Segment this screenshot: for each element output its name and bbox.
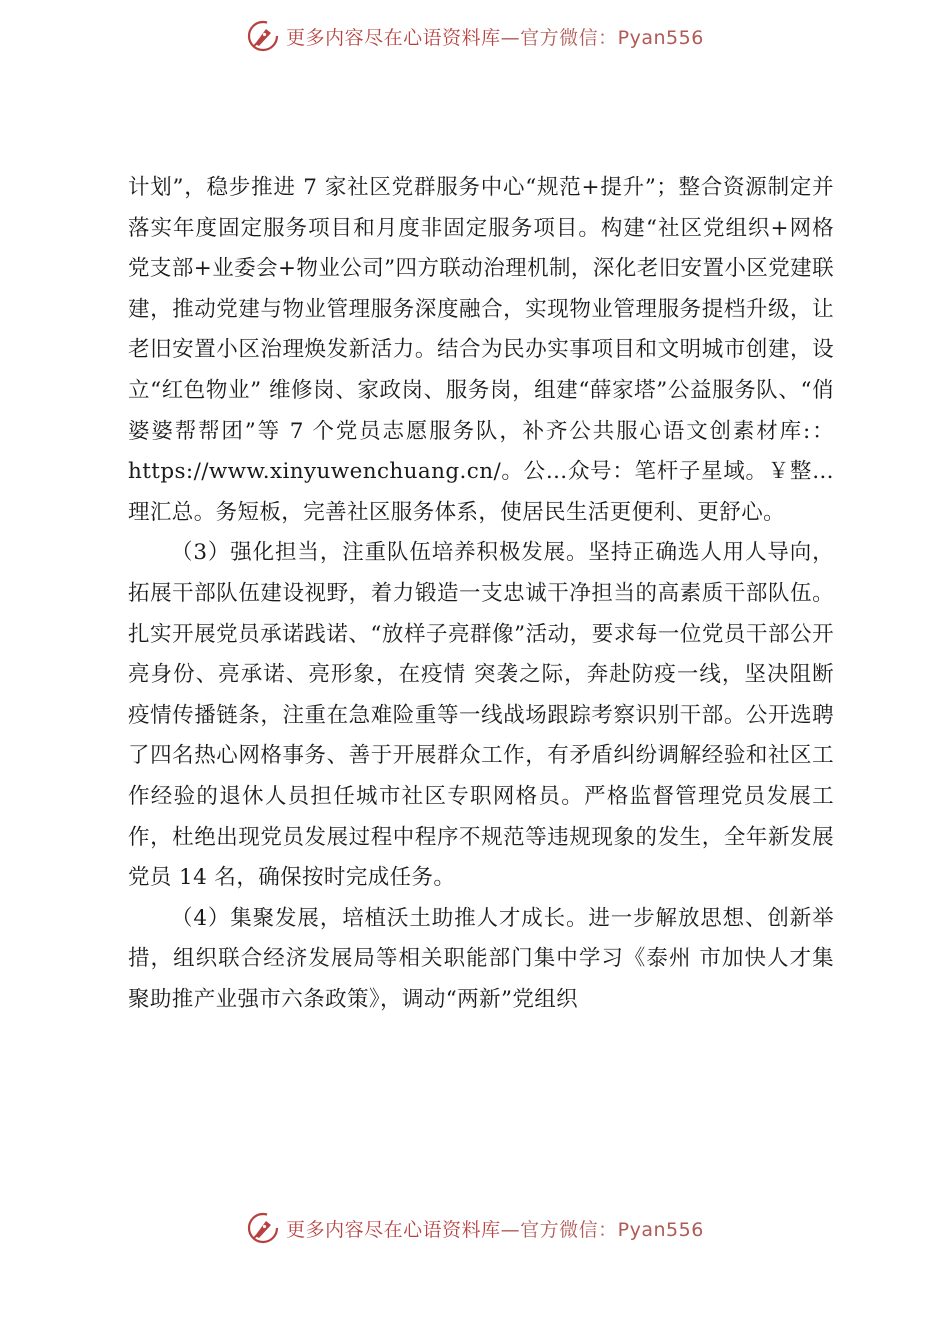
footer-banner bbox=[0, 1206, 950, 1250]
banner-text bbox=[286, 23, 704, 50]
banner-text-main: 更多内容尽在心语资料库 bbox=[286, 26, 501, 49]
banner-text-wechat: —官方微信：Pyan556 bbox=[500, 26, 704, 49]
paragraph: （4）集聚发展，培植沃土助推人才成长。进一步解放思想、创新举措，组织联合经济发展局等相关职能部门集中学习《泰州 市加快人才集聚助推产业强市六条政策》，调动“两新”党组织 bbox=[128, 905, 834, 1012]
banner-text-main: 更多内容尽在心语资料库 bbox=[286, 1218, 501, 1241]
pen-nib-logo-icon bbox=[246, 1211, 280, 1245]
paragraph: 计划”，稳步推进 7 家社区党群服务中心“规范+提升”；整合资源制定并落实年度固定服务项目和月度非固定服务项目。构建“社区党组织+网格党支部+业委会+物业公司”四方联动治理机制，深化老旧安置小区党建联建，推动党建与物业管理服务深度融合，实现物业管理服务提档升级，让老旧安置小区治理焕发新活力。结合为民办实事项目和文明城市创建，设立“红色物业” 维修岗、家政岗、服务岗，组建“薛家塔”公益服务队、“俏婆婆帮帮团”等 7 个党员志愿服务队，补齐公共服心语文创素材库:：https://www.xinyuwenchuang.cn/。公…众号：笔杆子星域。￥整…理汇总。务短板，完善社区服务体系，使居民生活更便利、更舒心。 bbox=[128, 175, 834, 525]
banner-text-wechat: —官方微信：Pyan556 bbox=[500, 1218, 704, 1241]
header-banner bbox=[0, 14, 950, 58]
pen-nib-logo-icon bbox=[246, 19, 280, 53]
paragraph: （3）强化担当，注重队伍培养积极发展。坚持正确选人用人导向，拓展干部队伍建设视野，着力锻造一支忠诚干净担当的高素质干部队伍。扎实开展党员承诺践诺、“放样子亮群像”活动，要求每一位党员干部公开亮身份、亮承诺、亮形象，在疫情 突袭之际，奔赴防疫一线，坚决阻断疫情传播链条，注重在急难险重等一线战场跟踪考察识别干部。公开选聘了四名热心网格事务、善于开展群众工作，有矛盾纠纷调解经验和社区工作经验的退休人员担任城市社区专职网格员。严格监督管理党员发展工 作，杜绝出现党员发展过程中程序不规范等违规现象的发生，全年新发展党员 14 名，确保按时完成任务。 bbox=[128, 540, 834, 891]
banner-text bbox=[286, 1215, 704, 1242]
document-body bbox=[128, 168, 834, 1020]
